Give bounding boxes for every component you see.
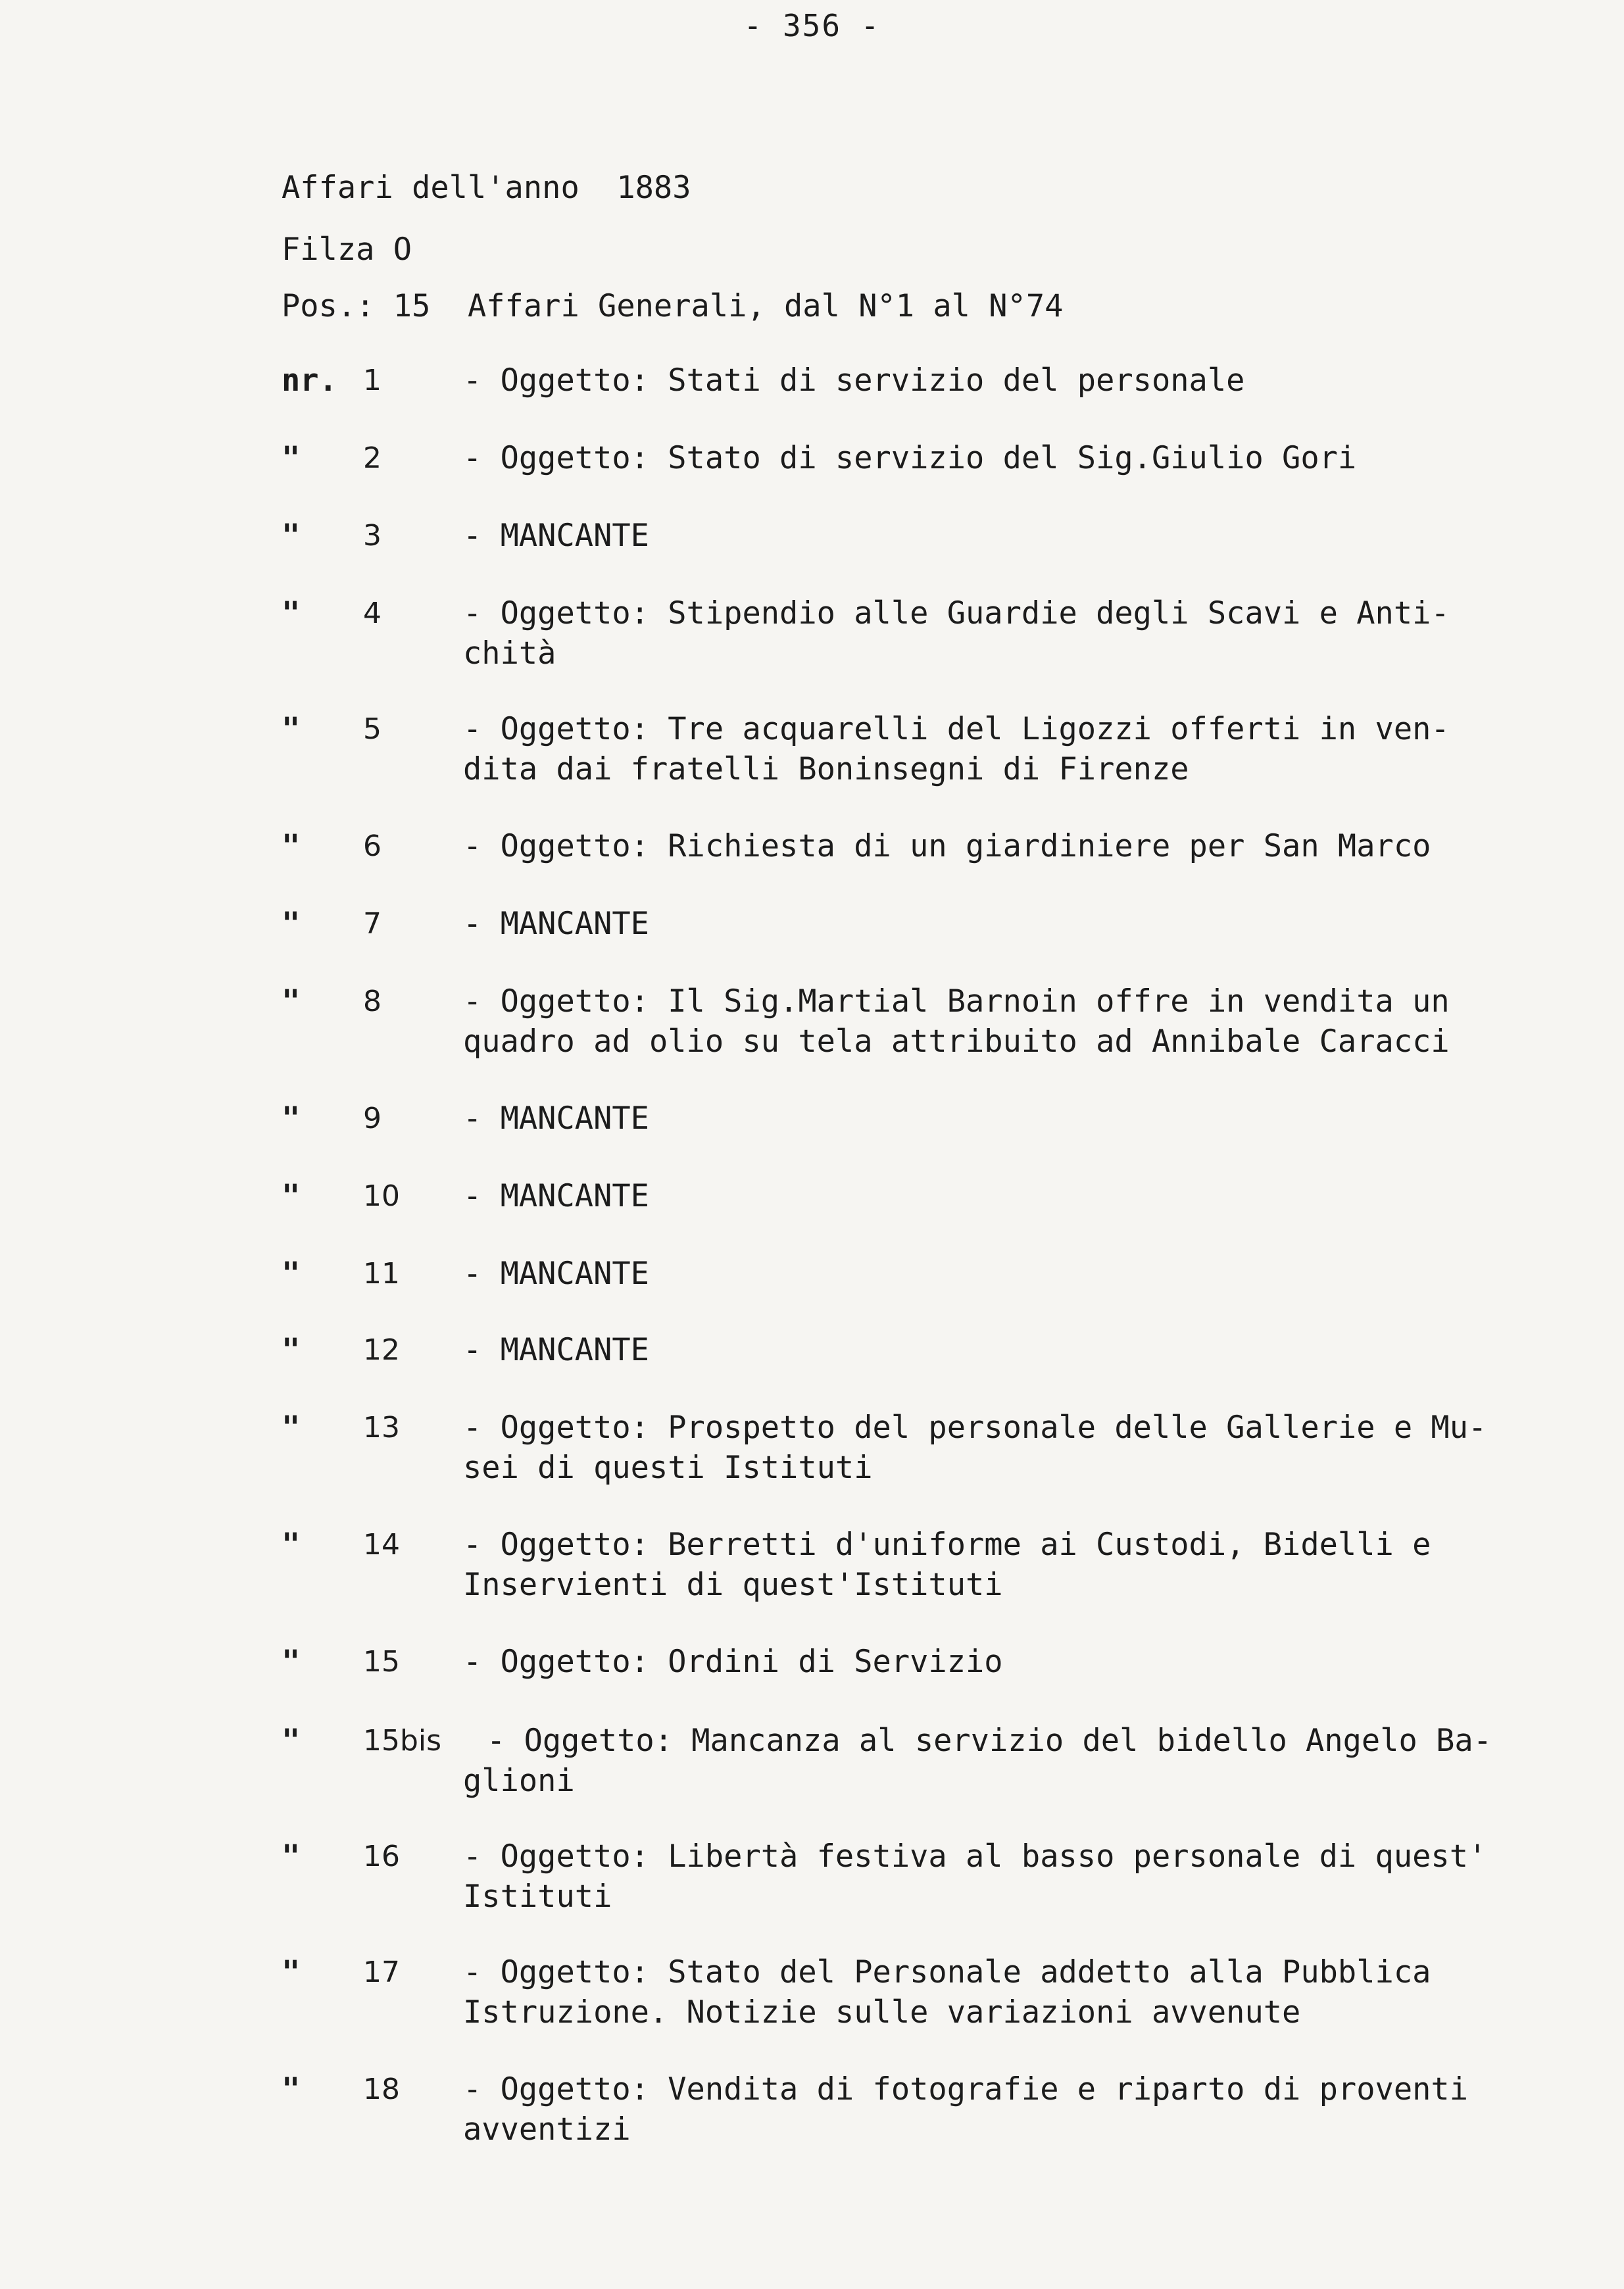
entry-text [463, 709, 1555, 789]
entry-marker: " [282, 1410, 301, 1446]
entry-text [463, 438, 1555, 478]
entry-line-1: - Oggetto: Prospetto del personale delle Gallerie e Mu- [463, 1410, 1487, 1446]
entry-line-1: - MANCANTE [463, 518, 649, 554]
entry-marker: " [282, 518, 301, 554]
entry-line-1: - MANCANTE [463, 1256, 649, 1292]
entry-number: 15 [363, 1645, 400, 1679]
entry-text [463, 826, 1555, 866]
entry-text [463, 593, 1555, 674]
year-value: 1883 [616, 170, 691, 206]
entry-marker: " [282, 1100, 301, 1137]
entry-line-2: glioni [463, 1763, 575, 1799]
entry-text [463, 2069, 1555, 2150]
entry-line-2: Istruzione. Notizie sulle variazioni avvenute [463, 1994, 1301, 2031]
entry-text [463, 1642, 1555, 1682]
entry-text [463, 1836, 1555, 1917]
entry-number: 10 [363, 1179, 400, 1213]
entry-marker: nr. [282, 362, 337, 399]
entry-text [463, 1525, 1555, 1605]
entry-number: 15bis [363, 1724, 442, 1758]
entry-line-1: - Oggetto: Stato di servizio del Sig.Giulio Gori [463, 440, 1357, 476]
entry-line-1: - Oggetto: Vendita di fotografie e riparto di proventi [463, 2071, 1469, 2107]
entry-marker: " [282, 1954, 301, 1990]
entry-number: 14 [363, 1528, 400, 1562]
pos-label: Pos.: [282, 288, 393, 324]
entry-marker: " [282, 1723, 301, 1759]
entry-number: 7 [363, 907, 381, 941]
entry-line-1: - Oggetto: Tre acquarelli del Ligozzi offerti in ven- [463, 711, 1450, 747]
entry-marker: " [282, 906, 301, 942]
entry-marker: " [282, 1838, 301, 1875]
entry-text [463, 1952, 1555, 2032]
entry-number: 2 [363, 441, 381, 475]
entry-line-2: dita dai fratelli Boninsegni di Firenze [463, 751, 1189, 787]
entry-line-1: - MANCANTE [463, 1100, 649, 1137]
entry-line-2: Inservienti di quest'Istituti [463, 1567, 1003, 1603]
entry-marker: " [282, 983, 301, 1020]
entry-text [463, 981, 1555, 1062]
entry-marker: " [282, 1332, 301, 1368]
entry-text [463, 516, 1555, 556]
entry-line-1: - Oggetto: Stipendio alle Guardie degli Scavi e Anti- [463, 595, 1450, 631]
entry-number: 13 [363, 1411, 400, 1444]
pos-description: Affari Generali, dal N°1 al N°74 [430, 288, 1064, 324]
header-position-line [282, 288, 1063, 324]
header-year-line [282, 170, 691, 206]
entry-line-2: sei di questi Istituti [463, 1450, 873, 1486]
entry-line-2: Istituti [463, 1879, 612, 1915]
entry-marker: " [282, 1527, 301, 1563]
entry-line-2: avventizi [463, 2111, 631, 2148]
entry-marker: " [282, 2071, 301, 2107]
entry-line-2: quadro ad olio su tela attribuito ad Annibale Caracci [463, 1023, 1450, 1060]
entry-number: 3 [363, 519, 381, 553]
entry-text [463, 1176, 1555, 1216]
entry-text [463, 1330, 1555, 1370]
entry-line-1: - Oggetto: Stati di servizio del personale [463, 362, 1245, 399]
entry-line-1: - Oggetto: Stato del Personale addetto alla Pubblica [463, 1954, 1431, 1990]
entry-text [463, 1254, 1555, 1294]
entry-line-1: - Oggetto: Mancanza al servizio del bidello Angelo Ba- [487, 1723, 1492, 1759]
entry-line-2: chità [463, 635, 556, 672]
entry-number: 12 [363, 1333, 400, 1367]
entry-marker: " [282, 711, 301, 747]
entry-number: 9 [363, 1102, 381, 1135]
entry-text [463, 1721, 1579, 1801]
entry-text [463, 360, 1555, 401]
entry-line-1: - Oggetto: Ordini di Servizio [463, 1644, 1003, 1680]
entry-marker: " [282, 1644, 301, 1680]
entry-text [463, 1098, 1555, 1139]
entry-number: 6 [363, 829, 381, 863]
entry-line-1: - MANCANTE [463, 1332, 649, 1368]
entry-line-1: - Oggetto: Richiesta di un giardiniere per San Marco [463, 828, 1431, 864]
entry-number: 11 [363, 1257, 400, 1291]
entry-line-1: - Oggetto: Libertà festiva al basso personale di quest' [463, 1838, 1487, 1875]
entry-number: 18 [363, 2073, 400, 2106]
year-label: Affari dell'anno [282, 170, 617, 206]
page-number: - 356 - [743, 8, 881, 43]
entry-line-1: - MANCANTE [463, 1178, 649, 1214]
entry-number: 4 [363, 597, 381, 630]
entry-line-1: - Oggetto: Il Sig.Martial Barnoin offre in vendita un [463, 983, 1450, 1020]
entry-marker: " [282, 595, 301, 631]
entry-number: 8 [363, 985, 381, 1018]
entry-line-1: - Oggetto: Berretti d'uniforme ai Custodi, Bidelli e [463, 1527, 1431, 1563]
entry-marker: " [282, 440, 301, 476]
entry-text [463, 1408, 1555, 1488]
header-filza: Filza O [282, 232, 412, 268]
entry-number: 5 [363, 712, 381, 746]
entry-marker: " [282, 1178, 301, 1214]
entry-line-1: - MANCANTE [463, 906, 649, 942]
entry-number: 17 [363, 1956, 400, 1989]
entry-number: 1 [363, 364, 381, 397]
entry-marker: " [282, 828, 301, 864]
pos-number: 15 [393, 288, 431, 324]
entry-text [463, 904, 1555, 944]
entry-number: 16 [363, 1840, 400, 1873]
entry-marker: " [282, 1256, 301, 1292]
